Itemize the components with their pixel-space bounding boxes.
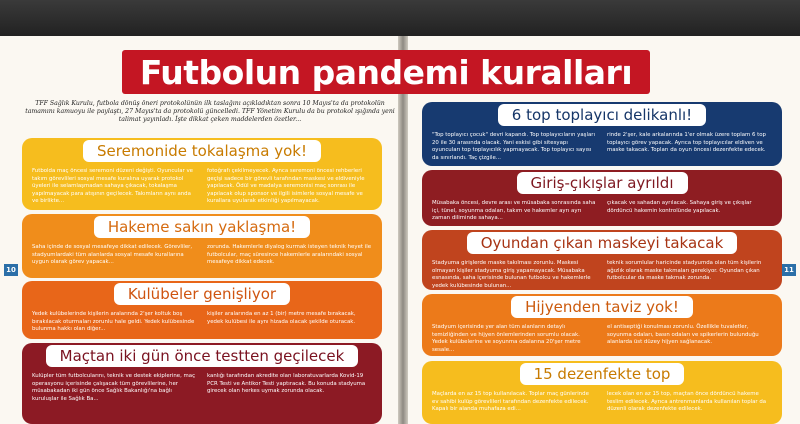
section-column: Yedek kulübelerinde kişilerin aralarında 2'şer koltuk boş bırakılacak oturmaları zorunlu hale geldi. Yedek kulübesinde bulunma hakkı olan diğer... (32, 311, 195, 333)
page-number-right: 11 (782, 264, 796, 276)
section-heading: 6 top toplayıcı delikanlı! (498, 104, 706, 126)
section-column: el antiseptiği konulması zorunlu. Özellikle tuvaletler, soyunma odaları, basın odaları ve spikerlerin bulunduğu alanlarda üst düzey hijyen sağlanacak. (607, 324, 759, 346)
section-column: Müsabaka öncesi, devre arası ve müsabaka sonrasında saha içi, tünel, soyunma odaları, takım ve hakemler ayrı ayrı zaman diliminde sahaya... (432, 200, 596, 222)
section-card (22, 214, 382, 278)
section-body (422, 196, 782, 226)
section-header (22, 138, 382, 164)
page-gutter (398, 36, 408, 424)
section-column: lecek olan en az 15 top, maçtan önce dördüncü hakeme teslim edilecek. Ayrıca antrenmanlarda kullanılan toplar da düzenli olarak dezenfekte edilecek. (607, 391, 767, 413)
section-card (422, 230, 782, 290)
section-heading: Seremonide tokalaşma yok! (83, 140, 321, 162)
section-header (22, 281, 382, 307)
section-body (422, 128, 782, 166)
section-body (422, 320, 782, 356)
section-card (22, 281, 382, 339)
section-card (22, 343, 382, 424)
section-header (422, 102, 782, 128)
section-body (422, 387, 782, 418)
section-column: Kulüpler tüm futbolcularını, teknik ve destek ekiplerine, maç operasyonu içerisinde çalışacak tüm görevlilerine, her müsabakadan iki gün önce Sağlık Bakanlığı'na bağlı kuruluşlar ile Sağlık Ba... (32, 373, 196, 402)
section-column: "Top toplayıcı çocuk" devri kapandı. Top toplayıcıların yaşları 20 ile 30 arasında olacak. Yani eskisi gibi sitesyapı oyuncuları top toplayıcılık yapmayacak. Top toplayıcı sayısı da sınırlandı. Taç çizgile... (432, 132, 595, 161)
section-heading: Oyundan çıkan maskeyi takacak (467, 232, 738, 254)
section-heading: Hijyenden taviz yok! (511, 296, 693, 318)
section-heading: Maçtan iki gün önce testten geçilecek (46, 345, 359, 367)
section-column: Stadyuma girişlerde maske takılması zorunlu. Maskesi olmayan kişiler stadyuma giriş yapamayacak. Müsabaka esnasında, saha içerisinde bulunan futbolcu ve hakemlerle yedek kulübesinde bulunan... (432, 260, 591, 289)
section-column: Stadyum içerisinde yer alan tüm alanların detaylı temizliğinden ve hijyen önlemlerinden sorumlu olacak. Yedek kulübelerine ve soyunma odalarına 20'şer metre sesale... (432, 324, 581, 353)
section-card (422, 170, 782, 226)
section-header (422, 170, 782, 196)
section-card (422, 102, 782, 166)
section-column: teknik sorumlular haricinde stadyumda olan tüm kişilerin ağızlık olarak maske takmaları gerekiyor. Oyundan çıkan futbolcular da maske takmak zorunda. (607, 260, 762, 282)
section-header (422, 230, 782, 256)
section-header (422, 361, 782, 387)
page-number-left: 10 (4, 264, 18, 276)
section-body (22, 240, 382, 271)
section-column: zorunda. Hakemlerle diyalog kurmak isteyen teknik heyet ile futbolcular, maç süresince hakemlerle aralarındaki sosyal mesafeye dikkat edecek. (207, 244, 372, 266)
section-body (22, 369, 382, 407)
section-heading: Kulübeler genişliyor (114, 283, 290, 305)
section-column: Maçlarda en az 15 top kullanılacak. Toplar maç günlerinde ev sahibi kulüp görevlileri tarafından dezenfekte edilecek. Kapalı bir alanda muhafaza edi... (432, 391, 589, 413)
section-header (22, 343, 382, 369)
section-column: Saha içinde de sosyal mesafeye dikkat edilecek. Görevliler, stadyumlardaki tüm alanlarda sosyal mesafe kurallarına uygun olarak görev yapacak... (32, 244, 193, 266)
section-card (422, 294, 782, 356)
page-title: Futbolun pandemi kuralları (139, 52, 633, 92)
section-body (22, 164, 382, 210)
section-card (22, 138, 382, 210)
section-body (422, 256, 782, 290)
page-title-banner (122, 50, 650, 94)
viewer-top-bar (0, 0, 800, 40)
intro-paragraph: TFF Sağlık Kurulu, futbola dönüş öneri protokolünün ilk taslağını açıkladıktan sonra 10 Mayıs'ta da protokolün tamamını kamuoyu ile paylaştı, 27 Mayıs'ta da protokolü güncelledi. TFF Yönetim Kurulu da bu protokol ışığında yeni talimat yayınladı. İşte dikkat çeken maddelerden özetler... (25, 100, 395, 124)
section-header (22, 214, 382, 240)
section-card (422, 361, 782, 424)
section-column: Futbolda maç öncesi seremoni düzeni değişti. Oyuncular ve takım görevlileri sosyal mesafe kuralına uyarak protokol üyeleri ile selamlaşmadan sahaya çıkacak, tokalaşma yapılmayacak para atışının geçilecek. Takımların aynı anda ve birlikte... (32, 168, 193, 205)
section-body (22, 307, 382, 338)
section-column: çıkacak ve sahadan ayrılacak. Sahaya giriş ve çıkışlar dördüncü hakemin kontrolünde yapılacak. (607, 200, 752, 214)
section-header (422, 294, 782, 320)
section-column: fotoğrafı çekilmeyecek. Aynca seremoni öncesi rehberleri geçişi sadece bir görevli tarafından maskesi ve eldiveniyle yapılacak. Ödül ve madalya seremonisi maç sonrası ile yapılacak olup sponsor ve ilgili isimlerle sosyal mesafe ve kurallara uyularak etkinliği yapılmayacak. (207, 168, 365, 205)
section-column: rinde 2'şer, kale arkalarında 1'er olmak üzere toplam 6 top toplayıcı görev yapacak. Ayrıca top toplayıcılar eldiven ve maske takacak. Topları da oyun öncesi dezenfekte edecek. (607, 132, 766, 154)
section-column: kişiler aralarında en az 1 (bir) metre mesafe bırakacak, yedek kulübesi ile aynı hizada olacak şekilde oturacak. (207, 311, 356, 325)
section-column: kanlığı tarafından akredite olan laboratuvarlarda Kovid-19 PCR Testi ve Antikor Testi yaptıracak. Bu konuda stadyuma girecek olan herkes uymak zorunda olacak. (207, 373, 366, 395)
section-heading: Giriş-çıkışlar ayrıldı (517, 172, 688, 194)
section-heading: Hakeme sakın yaklaşma! (94, 216, 310, 238)
section-heading: 15 dezenfekte top (520, 363, 685, 385)
